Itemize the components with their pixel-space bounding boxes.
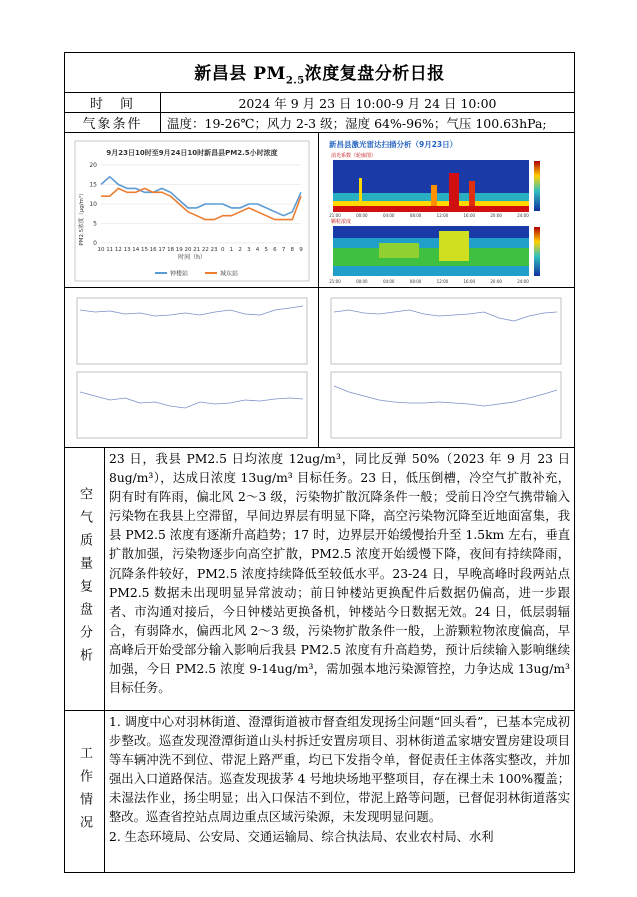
lidar-x-tick: 08:00 [409, 213, 422, 218]
weather-value: 温度：19-26℃；风力 2-3 级；湿度 64%-96%；气压 100.63hPa; [167, 115, 547, 131]
x-tick-label: 3 [247, 247, 251, 253]
pm25-chart-svg [65, 133, 319, 288]
chart-title: 9月23日10时至9月24日10时新昌县PM2.5小时浓度 [106, 149, 278, 157]
chart-ylabel: PM2.5浓度（μg/m³） [79, 190, 85, 246]
pm25-line-chart [65, 133, 319, 287]
x-tick-label: 10 [97, 247, 105, 253]
lidar-x-tick: 00:00 [356, 279, 368, 284]
chart-xlabel: 时间（h） [178, 254, 206, 261]
x-tick-label: 9 [299, 247, 303, 253]
lidar-panel1-label: 消光系数（轮廓图） [331, 153, 377, 159]
lidar-x-tick: 20:00 [490, 279, 502, 284]
weather-row [65, 113, 574, 133]
lidar-x-tick: 08:00 [409, 279, 422, 284]
lidar-x-tick: 20:00 [490, 213, 502, 218]
y-tick-label: 20 [89, 162, 97, 169]
lidar-x-tick: 16:00 [463, 279, 476, 284]
lidar-panel2-label: 颗粒浓度 [331, 219, 352, 225]
work-label: 工作情况 [65, 711, 105, 872]
trend-chart-right [319, 288, 573, 447]
chart-row-1 [65, 133, 574, 288]
y-tick-label: 0 [93, 240, 97, 247]
lidar-x-tick: 24:00 [517, 213, 529, 218]
time-label: 时 间 [65, 93, 161, 112]
x-tick-label: 6 [273, 247, 277, 253]
x-tick-label: 17 [158, 247, 166, 253]
analysis-row [65, 448, 574, 711]
lidar-x-tick: 12:00 [436, 279, 449, 284]
y-tick-label: 15 [89, 181, 97, 189]
lidar-x-tick: 24:00 [517, 279, 529, 284]
y-tick-label: 10 [89, 201, 97, 208]
analysis-text: 23 日，我县 PM2.5 日均浓度 12ug/m³，同比反弹 50%（2023 年 9 月 23 日 8ug/m³），达成日浓度 13ug/m³ 目标任务。23 日，低压倒槽，冷空气扩散补充，阴有时有阵雨，偏北风 2～3 级，污染物扩散沉降条件一般；受前日冷空气携带输入污染物在我县上空滞留，早间边界层有明显下降，高空污染物沉降至近地面富集，我县 PM2.5 浓度有逐渐升高趋势；17 时，边界层开始缓慢抬升至 1.5km 左右，垂直扩散加强，污染物逐步向高空扩散，PM2.5 浓度开始缓慢下降，夜间有持续降雨，沉降条件较好，PM2.5 浓度持续降低至较低水平。23-24 日，早晚高峰时段两站点 PM2.5 数据未出现明显异常波动；前日钟楼站更换配件后数据仍偏高，进一步跟者、市沟通对接后，今日钟楼站更换备机，钟楼站今日数据无效。24 日，低层弱辐合，有弱降水，偏西北风 2～3 级，污染物扩散条件一般，上游颗粒物浓度偏高，早高峰后开始受部分输入影响后我县 PM2.5 浓度有升高趋势，预计后续输入影响继续加强，今日 PM2.5 浓度 9-14ug/m³，需加强本地污染源管控，力争达成 13ug/m³ 目标任务。 [109, 452, 570, 696]
legend-item-chengdong: 城东站 [220, 270, 239, 278]
x-tick-label: 0 [220, 247, 225, 253]
x-tick-label: 8 [290, 247, 295, 253]
legend-item-zhonglou: 钟楼站 [170, 270, 189, 278]
work-row [65, 711, 574, 872]
lidar-x-tick: 21:00 [329, 279, 341, 284]
lidar-title: 新昌县激光雷达扫描分析（9月23日） [329, 140, 458, 149]
lidar-x-tick: 00:00 [356, 213, 368, 218]
lidar-x-tick: 04:00 [382, 213, 395, 218]
chart-row-2 [65, 288, 574, 448]
analysis-label: 空气质量复盘分析 [65, 448, 105, 710]
x-tick-label: 2 [238, 247, 242, 253]
x-tick-label: 12 [114, 247, 122, 253]
lidar-x-tick: 16:00 [463, 213, 476, 218]
x-tick-label: 20 [184, 247, 192, 253]
lidar-x-tick: 04:00 [382, 279, 395, 284]
weather-label: 气象条件 [65, 113, 161, 132]
x-tick-label: 16 [149, 247, 157, 253]
time-value: 2024 年 9 月 23 日 10:00-9 月 24 日 10:00 [238, 95, 497, 111]
title-row [65, 53, 574, 93]
y-tick-label: 5 [93, 220, 97, 228]
report-table [64, 52, 575, 873]
x-tick-label: 14 [132, 247, 140, 253]
page-title: 新昌县 $PM_{2.5}$浓度复盘分析日报 [194, 63, 445, 87]
x-tick-label: 7 [281, 247, 286, 253]
x-tick-label: 13 [123, 247, 131, 253]
x-tick-label: 21 [193, 247, 201, 253]
x-tick-label: 11 [106, 247, 114, 253]
lidar-svg [319, 133, 573, 288]
work-item-1: 1. 调度中心对羽林街道、澄潭街道被市督查组发现扬尘问题“回头看”，已基本完成初步整改。巡查发现澄潭街道山头村拆迁安置房项目、羽林街道孟家塘安置房建设项目等车辆冲洗不到位、带泥上路严重，均已下发指令单，督促责任主体落实整改，并加强出入口道路保洁。巡查发现拔茅 4 号地块场地平整项目，存在裸土未 100%覆盖；未湿法作业，扬尘明显；出入口保洁不到位，带泥上路等问题，已督促羽林街道落实整改。巡查省控站点周边重点区域污染源，未发现明显问题。 [109, 715, 570, 825]
lidar-x-tick: 12:00 [436, 213, 449, 218]
time-row [65, 93, 574, 113]
x-tick-label: 18 [167, 247, 175, 253]
x-tick-label: 15 [140, 247, 148, 253]
x-tick-label: 5 [264, 247, 268, 253]
x-tick-label: 19 [175, 247, 183, 253]
work-text [105, 711, 574, 872]
work-item-2: 2. 生态环境局、公安局、交通运输局、综合执法局、农业农村局、水利 [109, 829, 494, 844]
x-tick-label: 23 [210, 247, 218, 253]
lidar-scan-image [319, 133, 573, 287]
trend-chart-left [65, 288, 319, 447]
x-tick-label: 22 [201, 247, 209, 253]
x-tick-label: 4 [255, 247, 260, 253]
x-tick-label: 1 [229, 247, 234, 253]
lidar-x-tick: 21:00 [329, 213, 341, 218]
